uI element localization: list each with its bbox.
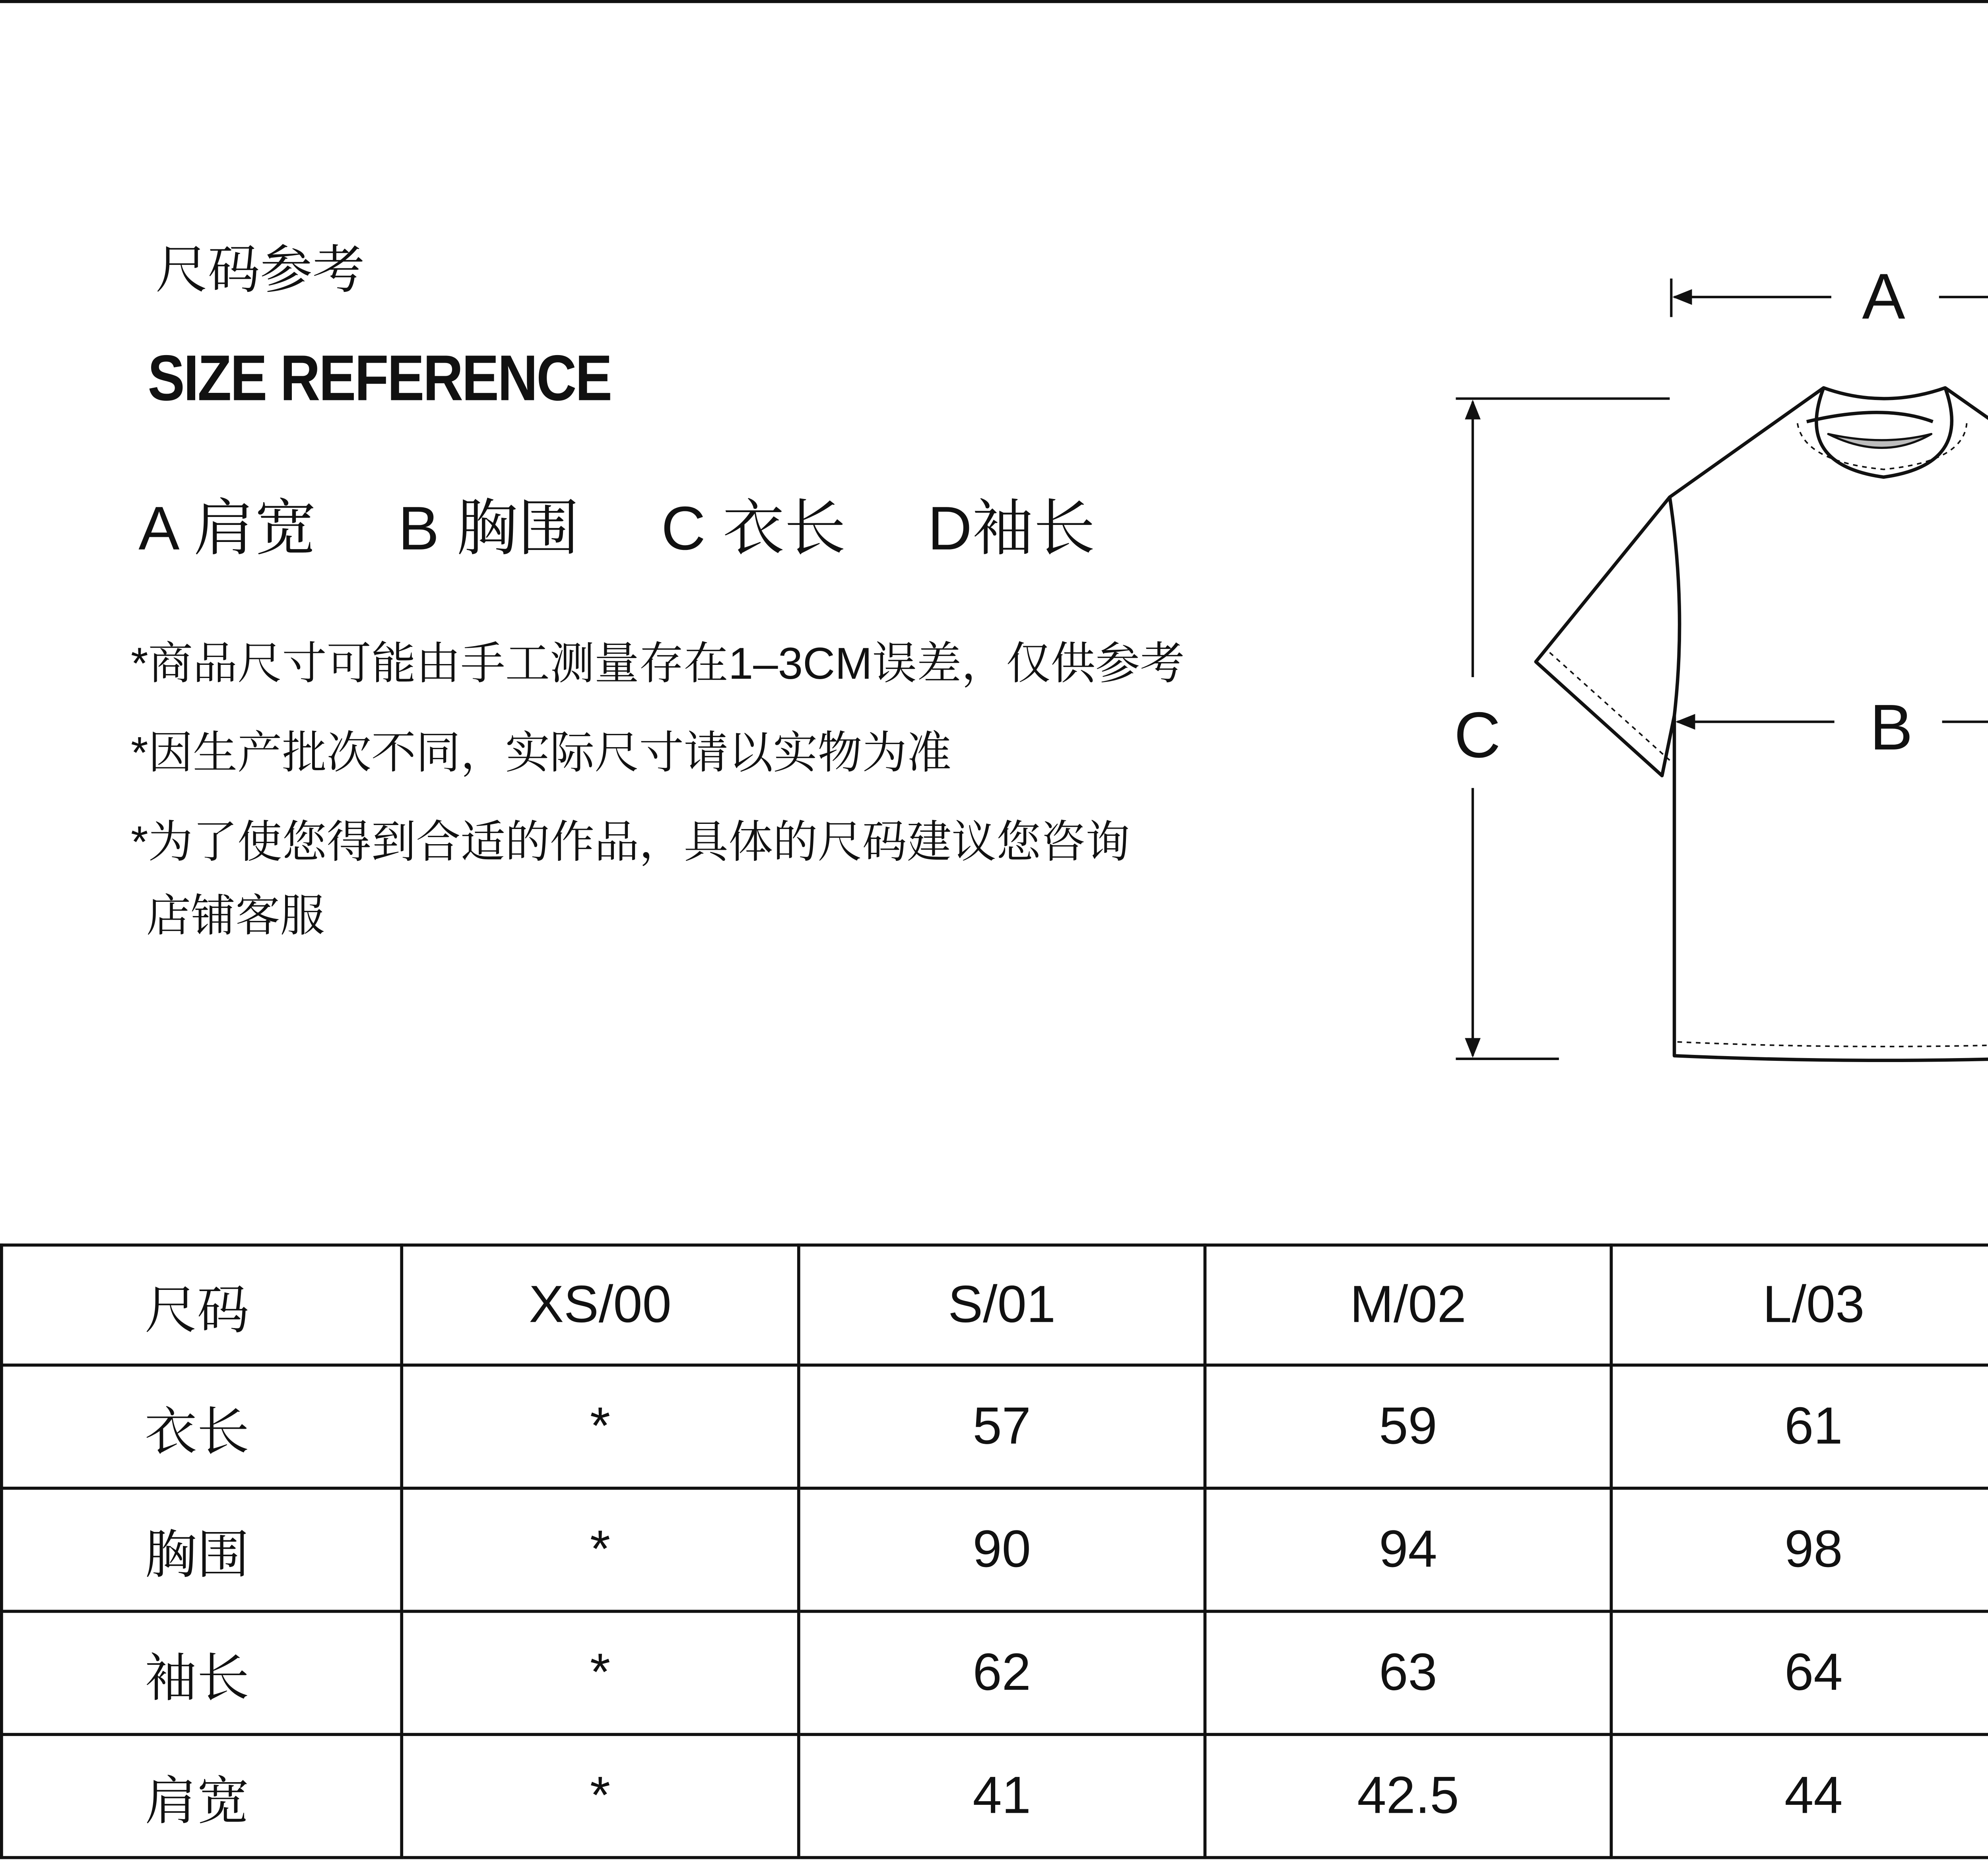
table-cell: 44 [1611, 1734, 1988, 1858]
table-cell: * [402, 1611, 799, 1734]
header-cell: XS/00 [402, 1245, 799, 1365]
legend-item-d: D袖长 [928, 495, 1095, 563]
tshirt-body [1536, 388, 1988, 1060]
dimension-label-c: C [1454, 699, 1501, 771]
dimension-label-b: B [1870, 691, 1913, 763]
legend-item-a: A 肩宽 [138, 495, 316, 563]
table-cell: 90 [799, 1488, 1205, 1612]
header-cell: M/02 [1205, 1245, 1611, 1365]
table-cell: 42.5 [1205, 1734, 1611, 1858]
legend-item-c: C 衣长 [661, 495, 846, 563]
table-cell: 57 [799, 1365, 1205, 1488]
table-header-row [2, 1245, 1988, 1365]
row-label: 袖长 [2, 1611, 402, 1734]
table-row [2, 1734, 1988, 1858]
table-cell: 98 [1611, 1488, 1988, 1612]
table-cell: 59 [1205, 1365, 1611, 1488]
note-consult-service-cont: 店铺客服 [146, 892, 325, 942]
table-cell: 64 [1611, 1611, 1988, 1734]
row-label: 衣长 [2, 1365, 402, 1488]
header-cell: S/01 [799, 1245, 1205, 1365]
note-measurement-error: *商品尺寸可能由手工测量存在1–3CM误差，仅供参考 [130, 640, 1185, 689]
table-cell: * [402, 1488, 799, 1612]
table-row [2, 1488, 1988, 1612]
table-cell: * [402, 1734, 799, 1858]
title-en: SIZE REFERENCE [148, 342, 611, 414]
table-cell: 63 [1205, 1611, 1611, 1734]
table-cell: 41 [799, 1734, 1205, 1858]
note-consult-service: *为了使您得到合适的作品，具体的尺码建议您咨询 [130, 819, 1130, 868]
note-batch-variation: *因生产批次不同，实际尺寸请以实物为准 [130, 729, 952, 779]
dimension-a [1671, 279, 1988, 317]
table-row [2, 1365, 1988, 1488]
table-cell: 62 [799, 1611, 1205, 1734]
legend-item-b: B 胸围 [398, 495, 580, 563]
table-cell: 61 [1611, 1365, 1988, 1488]
header-cell-size: 尺码 [2, 1245, 402, 1365]
table-cell: 94 [1205, 1488, 1611, 1612]
row-label: 胸围 [2, 1488, 402, 1612]
title-cn: 尺码参考 [155, 241, 365, 300]
dimension-label-a: A [1862, 260, 1905, 333]
header-cell: L/03 [1611, 1245, 1988, 1365]
size-table [0, 1243, 1988, 1859]
table-cell: * [402, 1365, 799, 1488]
row-label: 肩宽 [2, 1734, 402, 1858]
tshirt-outline [1536, 388, 1988, 1060]
table-row [2, 1611, 1988, 1734]
